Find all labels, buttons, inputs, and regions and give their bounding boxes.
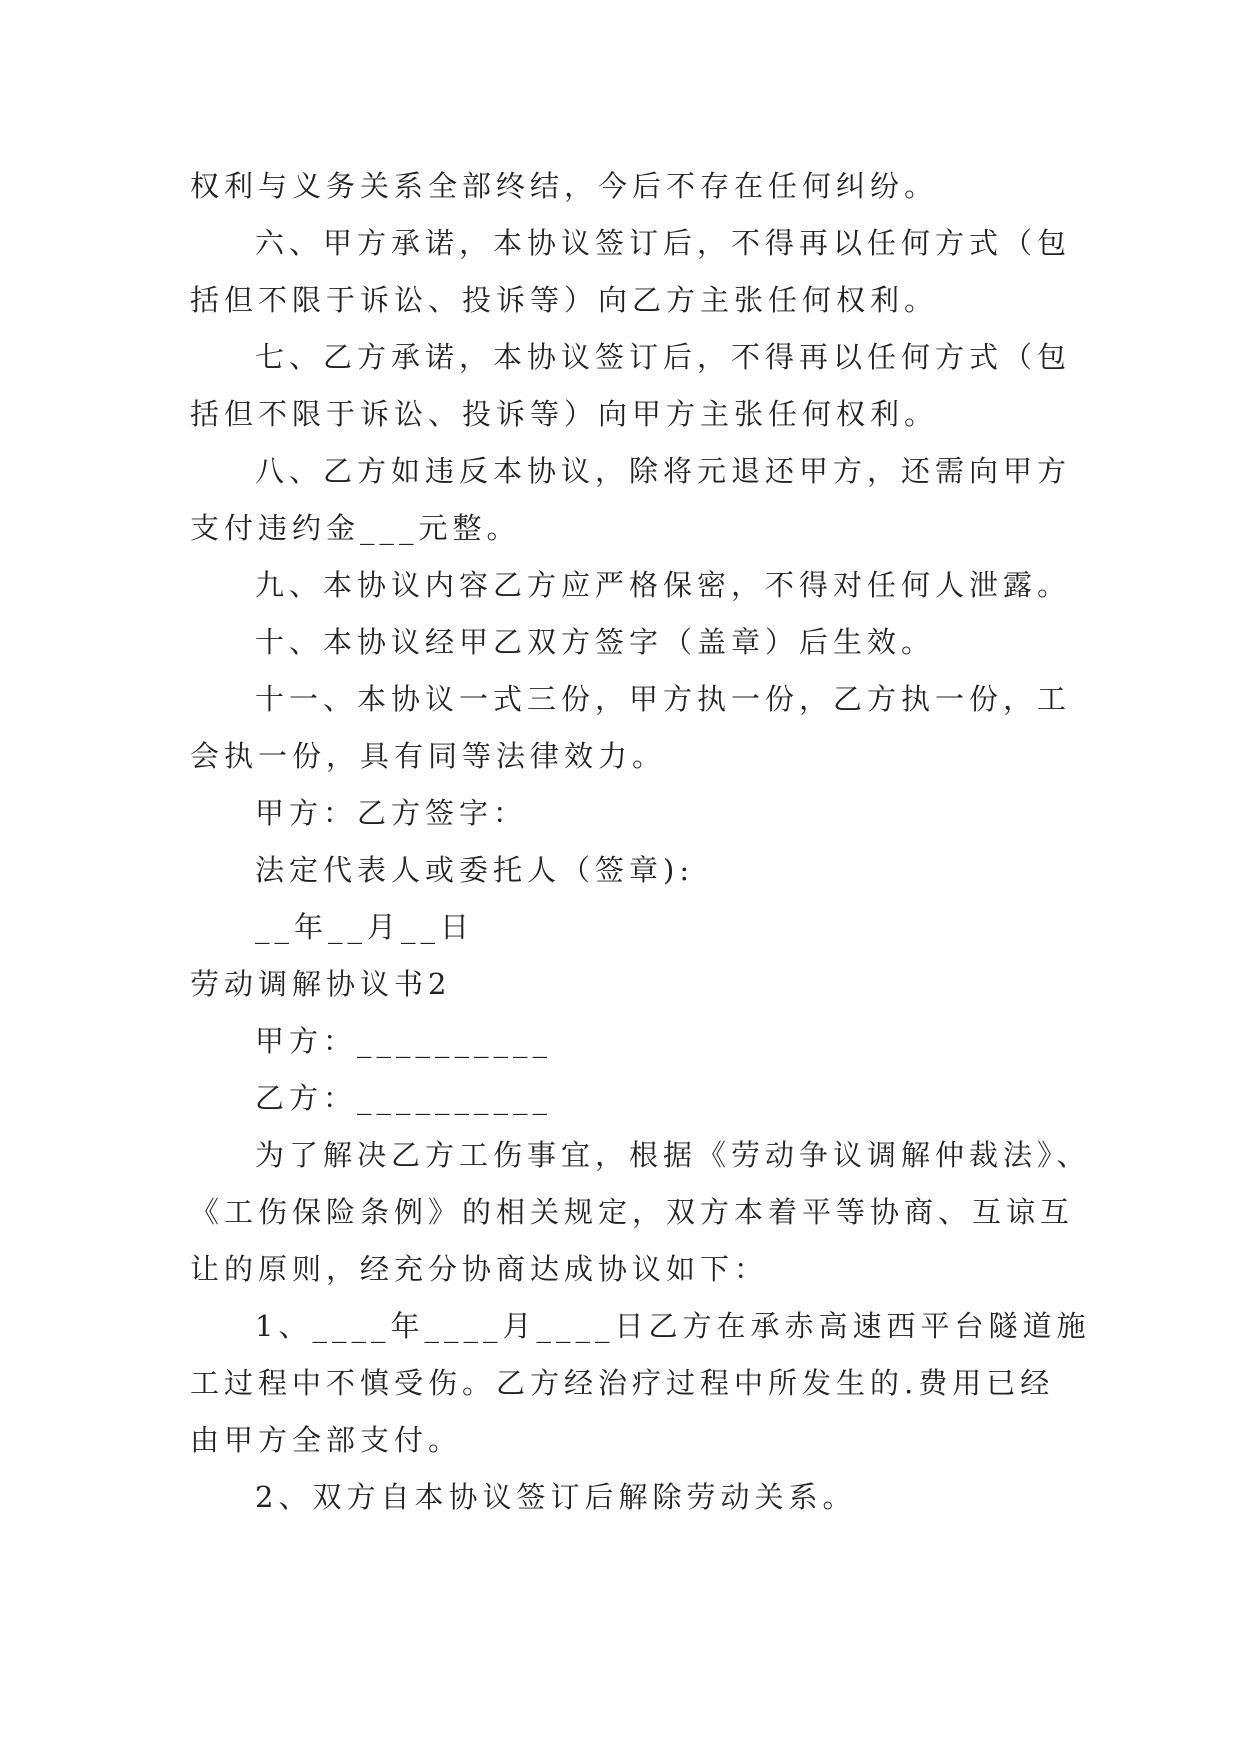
paragraph-line: 十、本协议经甲乙双方签字（盖章）后生效。 xyxy=(255,625,936,659)
paragraph-line: 工过程中不慎受伤。乙方经治疗过程中所发生的.费用已经 xyxy=(190,1366,1055,1400)
party-b-line: 乙方：__________ xyxy=(255,1081,553,1115)
paragraph-line: 1、____年____月____日乙方在承赤高速西平台隧道施 xyxy=(255,1309,1091,1343)
paragraph-line: 会执一份，具有同等法律效力。 xyxy=(190,739,667,773)
paragraph-line: 《工伤保险条例》的相关规定，双方本着平等协商、互谅互 xyxy=(190,1195,1075,1229)
paragraph-line: 2、双方自本协议签订后解除劳动关系。 xyxy=(255,1480,857,1514)
party-a-line: 甲方：__________ xyxy=(255,1024,553,1058)
paragraph-line: 为了解决乙方工伤事宜，根据《劳动争议调解仲裁法》、 xyxy=(255,1138,1091,1172)
paragraph-line: 括但不限于诉讼、投诉等）向甲方主张任何权利。 xyxy=(190,397,939,431)
paragraph-line: 六、甲方承诺，本协议签订后，不得再以任何方式（包 xyxy=(255,226,1072,260)
date-line: __年__月__日 xyxy=(255,910,475,944)
paragraph-line: 七、乙方承诺，本协议签订后，不得再以任何方式（包 xyxy=(255,340,1072,374)
section-title: 劳动调解协议书2 xyxy=(190,967,452,1001)
paragraph-line: 括但不限于诉讼、投诉等）向乙方主张任何权利。 xyxy=(190,283,939,317)
paragraph-line: 让的原则，经充分协商达成协议如下： xyxy=(190,1252,769,1286)
signature-line: 法定代表人或委托人（签章): xyxy=(255,853,695,887)
signature-line: 甲方：乙方签字： xyxy=(255,796,528,830)
paragraph-line: 支付违约金___元整。 xyxy=(190,511,521,545)
paragraph-line: 八、乙方如违反本协议，除将元退还甲方，还需向甲方 xyxy=(255,454,1072,488)
paragraph-line: 由甲方全部支付。 xyxy=(190,1423,463,1457)
paragraph-line: 权利与义务关系全部终结，今后不存在任何纠纷。 xyxy=(190,169,939,203)
paragraph-line: 十一、本协议一式三份，甲方执一份，乙方执一份，工 xyxy=(255,682,1072,716)
paragraph-line: 九、本协议内容乙方应严格保密，不得对任何人泄露。 xyxy=(255,568,1072,602)
